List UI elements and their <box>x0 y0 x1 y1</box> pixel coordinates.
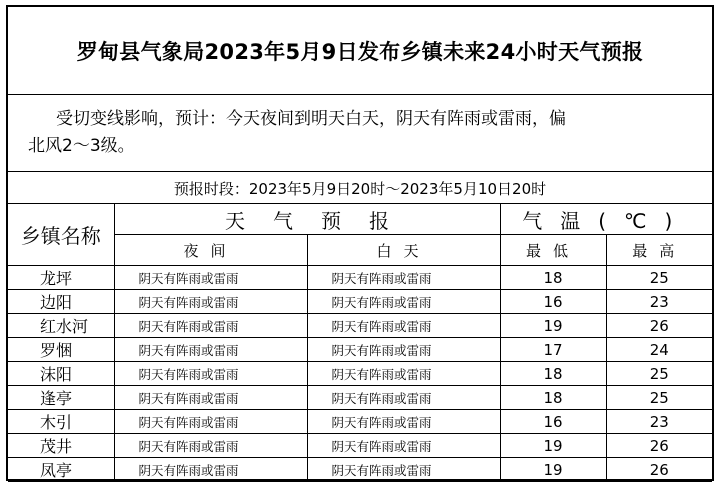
town-name-cell: 沫阳 <box>8 362 114 386</box>
max-temp-cell: 26 <box>606 434 712 458</box>
min-temp-cell: 19 <box>500 434 606 458</box>
table-row <box>8 266 712 290</box>
max-temp-cell: 26 <box>606 314 712 338</box>
max-temp-cell: 24 <box>606 338 712 362</box>
min-temp-cell: 19 <box>500 314 606 338</box>
day-weather-cell: 阴天有阵雨或雷雨 <box>307 434 500 458</box>
table-row <box>8 314 712 338</box>
town-name-cell: 龙坪 <box>8 266 114 290</box>
day-weather-cell: 阴天有阵雨或雷雨 <box>307 266 500 290</box>
night-weather-cell: 阴天有阵雨或雷雨 <box>114 290 307 314</box>
min-temp-cell: 19 <box>500 458 606 482</box>
town-name-cell: 边阳 <box>8 290 114 314</box>
forecast-column-header: 天气预报 <box>114 204 500 235</box>
town-column-header: 乡镇名称 <box>8 204 114 266</box>
forecast-description <box>8 94 712 172</box>
town-name-cell: 罗悃 <box>8 338 114 362</box>
night-weather-cell: 阴天有阵雨或雷雨 <box>114 362 307 386</box>
max-temp-cell: 23 <box>606 290 712 314</box>
night-weather-cell: 阴天有阵雨或雷雨 <box>114 314 307 338</box>
max-temp-cell: 25 <box>606 386 712 410</box>
min-temp-cell: 18 <box>500 266 606 290</box>
max-temp-cell: 25 <box>606 266 712 290</box>
day-weather-cell: 阴天有阵雨或雷雨 <box>307 290 500 314</box>
max-temp-cell: 23 <box>606 410 712 434</box>
town-name-cell: 凤亭 <box>8 458 114 482</box>
table-row <box>8 338 712 362</box>
day-weather-cell: 阴天有阵雨或雷雨 <box>307 314 500 338</box>
table-row <box>8 410 712 434</box>
night-weather-cell: 阴天有阵雨或雷雨 <box>114 266 307 290</box>
day-weather-cell: 阴天有阵雨或雷雨 <box>307 410 500 434</box>
table-row <box>8 434 712 458</box>
min-temp-column-header: 最低 <box>500 235 606 266</box>
day-weather-cell: 阴天有阵雨或雷雨 <box>307 362 500 386</box>
table-row <box>8 362 712 386</box>
max-temp-column-header: 最高 <box>606 235 712 266</box>
town-name-cell: 木引 <box>8 410 114 434</box>
forecast-period: 预报时段：2023年5月9日20时～2023年5月10日20时 <box>8 173 712 204</box>
min-temp-cell: 16 <box>500 290 606 314</box>
min-temp-cell: 16 <box>500 410 606 434</box>
day-column-header: 白天 <box>307 235 500 266</box>
night-weather-cell: 阴天有阵雨或雷雨 <box>114 458 307 482</box>
forecast-sheet <box>6 5 714 481</box>
forecast-rows <box>8 266 712 482</box>
forecast-table <box>8 204 712 482</box>
temperature-column-header: 气温(℃) <box>500 204 712 235</box>
description-line-1: 受切变线影响，预计：今天夜间到明天白天，阴天有阵雨或雷雨，偏 <box>56 109 566 129</box>
min-temp-cell: 18 <box>500 386 606 410</box>
table-row <box>8 386 712 410</box>
town-name-cell: 茂井 <box>8 434 114 458</box>
table-row <box>8 458 712 482</box>
max-temp-cell: 25 <box>606 362 712 386</box>
night-column-header: 夜间 <box>114 235 307 266</box>
town-name-cell: 红水河 <box>8 314 114 338</box>
night-weather-cell: 阴天有阵雨或雷雨 <box>114 386 307 410</box>
town-name-cell: 逢亭 <box>8 386 114 410</box>
description-line-2: 北风2～3级。 <box>28 136 135 156</box>
day-weather-cell: 阴天有阵雨或雷雨 <box>307 458 500 482</box>
day-weather-cell: 阴天有阵雨或雷雨 <box>307 338 500 362</box>
night-weather-cell: 阴天有阵雨或雷雨 <box>114 410 307 434</box>
day-weather-cell: 阴天有阵雨或雷雨 <box>307 386 500 410</box>
min-temp-cell: 18 <box>500 362 606 386</box>
table-row <box>8 290 712 314</box>
page-title: 罗甸县气象局2023年5月9日发布乡镇未来24小时天气预报 <box>8 7 712 95</box>
night-weather-cell: 阴天有阵雨或雷雨 <box>114 434 307 458</box>
max-temp-cell: 26 <box>606 458 712 482</box>
night-weather-cell: 阴天有阵雨或雷雨 <box>114 338 307 362</box>
min-temp-cell: 17 <box>500 338 606 362</box>
